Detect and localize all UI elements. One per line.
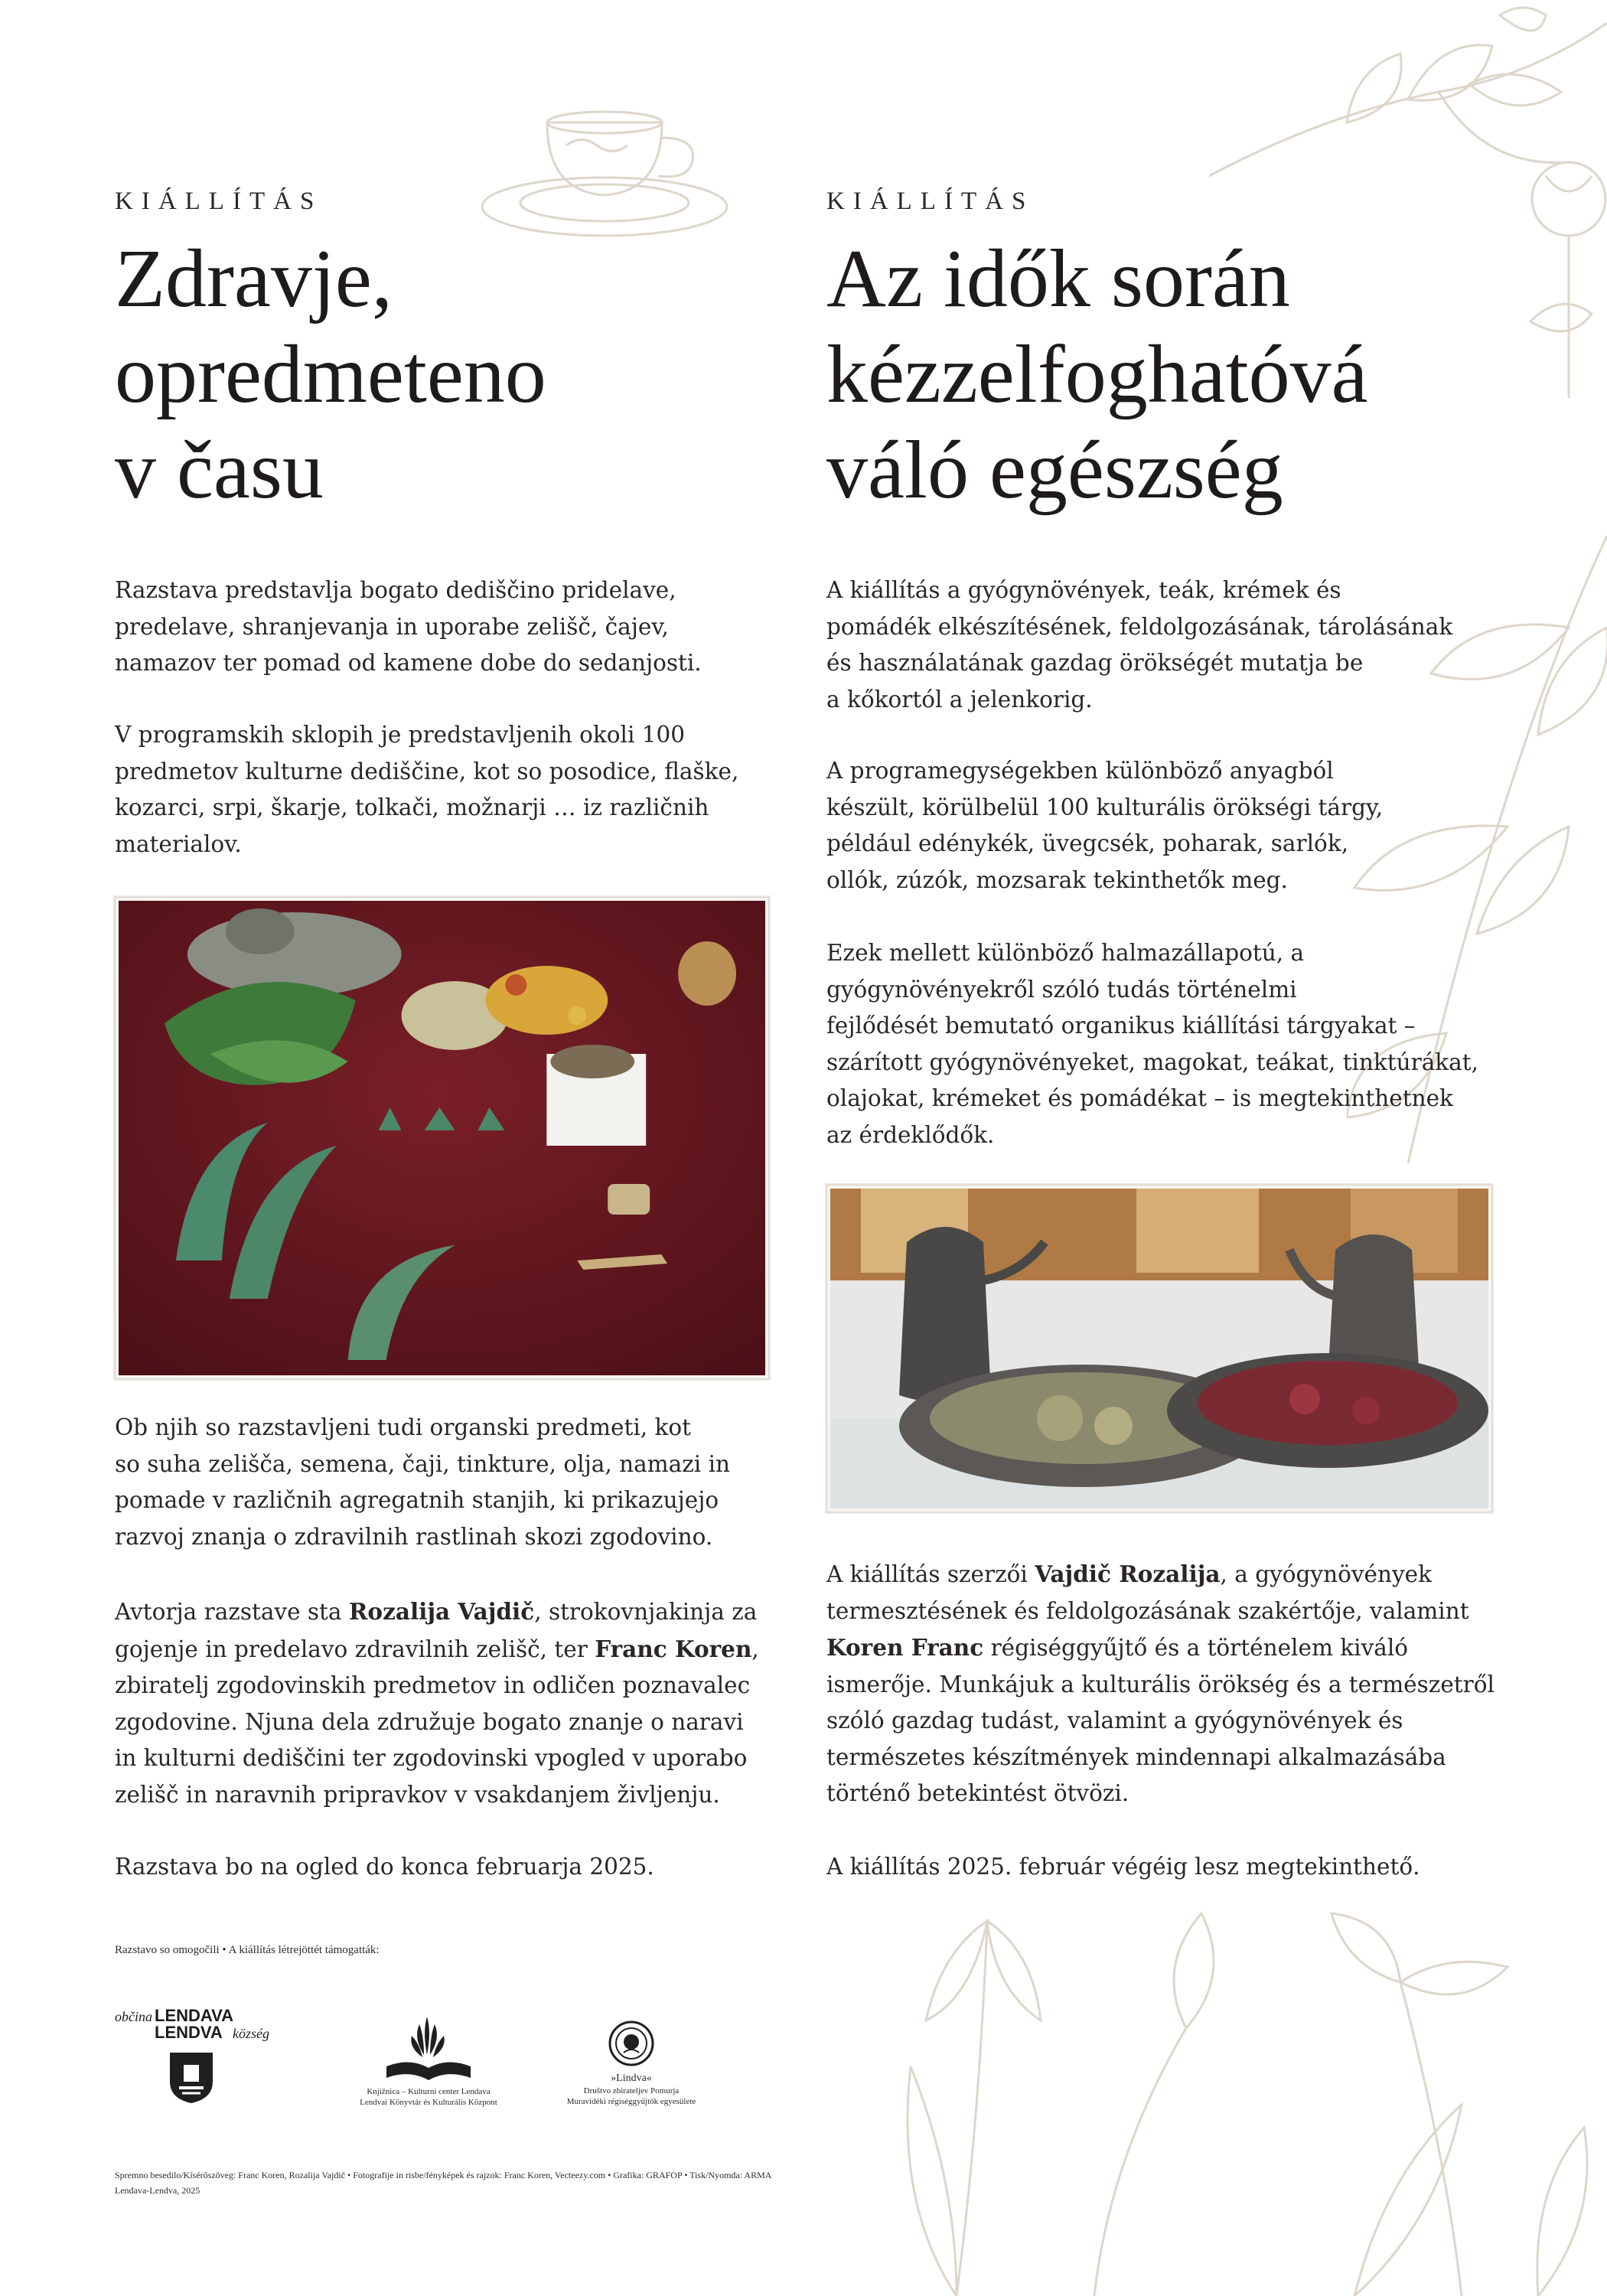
text-run: A kiállítás szerzői [826,1561,1035,1587]
text-line: gyógynövényekről szóló tudás történelmi [826,976,1297,1003]
left-paragraph-4 [115,1593,759,1813]
text-line: természetes készítmények mindennapi alkalmazásába [826,1743,1446,1770]
text-run: Avtorja razstave sta [115,1599,349,1625]
text-run: , a gyógynövények [1220,1561,1432,1587]
text-line: szóló gazdag tudást, valamint a gyógynövények és [826,1707,1403,1733]
right-paragraph-5 [826,1849,1420,1886]
text-line [826,1629,1495,1667]
society-logo [543,2020,719,2120]
credits-line: Spremno besedilo/Kísérőszöveg: Franc Koren, Rozalija Vajdič • Fotografije in risbe/fényképek és rajzok: Franc Koren, Vecteezy.com • Grafika: GRAFOP • Tisk/Nyomda: ARMA [115,2170,772,2180]
left-paragraph-2 [115,717,738,863]
lendava-prefix: občina [115,2009,152,2024]
text-line: ismerője. Munkájuk a kulturális örökség és a természetről [826,1671,1495,1698]
right-paragraph-2 [826,753,1383,899]
text-line: namazov ter pomad od kamene dobe do sedanjosti. [115,650,702,676]
text-line: szárított gyógynövényeket, magokat, teákat, tinktúrákat, [826,1049,1478,1075]
text-line: V programskih sklopih je predstavljenih okoli 100 [115,722,686,748]
text-line: Razstava predstavlja bogato dediščino pridelave, [115,577,676,603]
text-line: például edénykék, üvegcsék, poharak, sarlók, [826,830,1349,856]
credits [115,2167,957,2198]
photo-teapots-and-bowls [826,1185,1492,1512]
right-paragraph-1 [826,572,1452,718]
text-line: Ob njih so razstavljeni tudi organski predmeti, kot [115,1414,692,1440]
text-line: készült, körülbelül 100 kulturális örökségi tárgy, [826,794,1384,820]
left-title-line: opredmeteno [115,329,546,420]
text-line: ollók, zúzók, mozsarak tekinthetők meg. [826,866,1288,893]
text-line: materialov. [115,830,242,857]
text-line: termesztésének és feldolgozásának szakértője, valamint [826,1597,1469,1624]
lendava-name-sl: LENDAVA [155,2006,234,2025]
lendava-coat-of-arms-icon [168,2051,214,2105]
teacup-illustration [474,92,735,245]
right-title-line: kézzelfoghatóvá [826,329,1368,420]
left-paragraph-5 [115,1849,654,1886]
text-line: razvoj znanja o zdravilnih rastlinah skozi zgodovino. [115,1523,713,1550]
text-line: zbiratelj zgodovinskih predmetov in odličen poznavalec [115,1672,751,1698]
text-line: pomádék elkészítésének, feldolgozásának, tárolásának [826,613,1453,640]
lendava-logo [115,2006,283,2116]
text-line: zgodovine. Njuna dela združuje bogato znanje o naravi [115,1708,744,1735]
text-line: pomade v različnih agregatnih stanjih, ki prikazujejo [115,1487,719,1513]
text-line: olajokat, krémeket és pomádékat – is megtekinthetnek [826,1085,1453,1111]
teapots-photo-illustration [830,1189,1488,1508]
text-line [115,1631,759,1668]
text-run: , strokovnjakinja za [534,1599,758,1625]
artefacts-photo-illustration [119,901,765,1375]
text-line [115,1593,759,1631]
lily-illustration [865,1890,1607,2296]
society-line-sl: Društvo zbirateljev Pomurja [583,2086,680,2095]
text-line: zelišč in naravnih pripravkov v vsakdanjem življenju. [115,1781,720,1808]
text-line: fejlődését bemutató organikus kiállítási tárgyakat – [826,1013,1416,1039]
society-medallion-icon [608,2020,654,2066]
text-line: és használatának gazdag örökségét mutatja be [826,650,1364,676]
text-line: történő betekintést ötvözi. [826,1780,1129,1806]
text-run: régiséggyűjtő és a történelem kiváló [983,1635,1409,1661]
author-name: Franc Koren [595,1635,752,1662]
left-paragraph-1 [115,572,702,682]
text-line [826,1556,1495,1593]
credits-line: Lendava-Lendva, 2025 [115,2185,200,2196]
text-run: , [751,1636,759,1662]
text-line: a kőkortól a jelenkorig. [826,686,1093,713]
text-line: az érdeklődők. [826,1121,995,1148]
author-name: Vajdič Rozalija [1035,1561,1221,1587]
text-line: so suha zelišča, semena, čaji, tinkture, olja, namazi in [115,1450,731,1477]
library-name-hu: Lendvai Könyvtár és Kulturális Központ [360,2098,497,2107]
sponsors-section [115,1944,880,2112]
photo-artefacts-on-velvet [115,897,769,1379]
left-title-line: v času [115,425,324,516]
left-title [115,231,546,518]
library-logo [352,2013,505,2120]
text-line: A kiállítás a gyógynövények, teák, krémek és [826,577,1341,603]
text-line: predelave, shranjevanja in uporabe zelišč, čajev, [115,613,669,640]
society-name: »Lindva« [611,2073,652,2084]
right-paragraph-4 [826,1556,1495,1812]
right-kicker: KIÁLLÍTÁS [826,188,1035,215]
lendava-suffix: község [233,2026,269,2041]
left-paragraph-3 [115,1410,730,1555]
right-title-line: Az idők során [826,233,1290,325]
author-name: Koren Franc [826,1634,984,1661]
library-wheat-book-icon [383,2013,474,2086]
text-line: Ezek mellett különböző halmazállapotú, a [826,940,1305,966]
left-kicker: KIÁLLÍTÁS [115,188,323,215]
lendava-name-hu: LENDVA [155,2023,223,2042]
right-title-line: váló egészség [826,425,1283,516]
text-line: kozarci, srpi, škarje, tolkači, možnarji … iz različnih [115,794,709,820]
text-line: in kulturni dediščini ter zgodovinski vpogled v uporabo [115,1745,748,1771]
text-run: gojenje in predelavo zdravilnih zelišč, ter [115,1636,595,1662]
text-line: A kiállítás 2025. február végéig lesz megtekinthető. [826,1854,1420,1880]
text-line: predmetov kulturne dediščine, kot so posodice, flaške, [115,758,739,784]
text-line: A programegységekben különböző anyagból [826,758,1334,784]
right-title [826,231,1368,518]
right-paragraph-3 [826,935,1478,1153]
society-line-hu: Muravidéki régiséggyűjtők egyesülete [566,2097,696,2106]
sponsors-label: Razstavo so omogočili • A kiállítás létrejöttét támogatták: [115,1944,380,1956]
left-title-line: Zdravje, [115,233,393,325]
library-name-sl: Knjižnica – Kulturni center Lendava [367,2087,491,2096]
text-line: Razstava bo na ogled do konca februarja 2025. [115,1854,654,1880]
author-name: Rozalija Vajdič [348,1598,535,1625]
